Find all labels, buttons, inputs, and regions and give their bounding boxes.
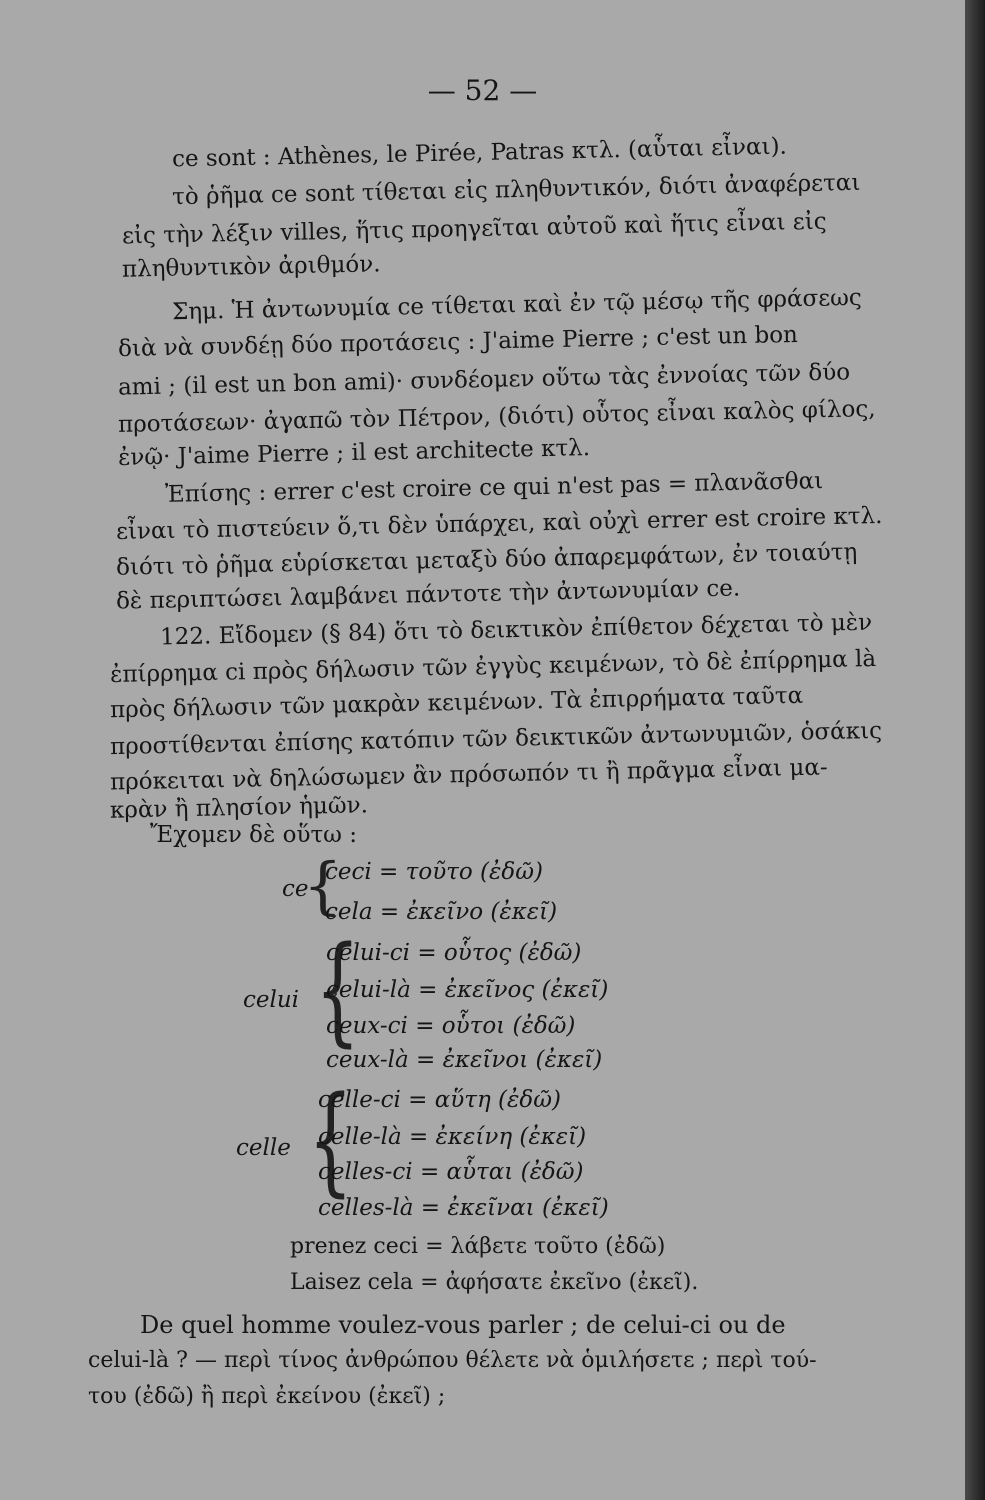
text-line: πρόκειται νὰ δηλώσωμεν ἂν πρόσωπόν τι ἢ πρᾶγμα εἶναι μα- [109, 754, 828, 796]
group-label-celui: celui [243, 987, 300, 1013]
text-line: Σημ. Ἡ ἀντωνυμία ce τίθεται καὶ ἐν τῷ μέσῳ τῆς φράσεως [171, 284, 863, 326]
page-number: — 52 — [427, 74, 538, 107]
text-line: του (ἐδῶ) ἢ περὶ ἐκείνου (ἐκεῖ) ; [88, 1384, 446, 1409]
table-row: ceux-là = ἐκεῖνοι (ἐκεῖ) [326, 1047, 603, 1073]
text-line: κρὰν ἢ πλησίον ἡμῶν. [109, 792, 369, 824]
text-line: ce sont : Athènes, le Pirée, Patras κτλ. (αὗται εἶναι). [171, 133, 788, 173]
brace-celle: { [308, 1070, 354, 1208]
text-line: De quel homme voulez-vous parler ; de celui-ci ou de [140, 1311, 786, 1339]
text-line: διὰ νὰ συνδέῃ δύο προτάσεις : J'aime Pierre ; c'est un bon [117, 321, 799, 363]
brace-ce: { [303, 849, 343, 922]
example-line: Laisez cela = ἀφήσατε ἐκεῖνο (ἐκεῖ). [290, 1270, 699, 1295]
table-row: cela = ἐκεῖνο (ἐκεῖ) [325, 899, 558, 925]
text-line: celui-là ? — περὶ τίνος ἀνθρώπου θέλετε νὰ ὁμιλήσετε ; περὶ τού- [88, 1348, 817, 1373]
text-line: εἰς τὴν λέξιν villes, ἥτις προηγεῖται αὐτοῦ καὶ ἥτις εἶναι εἰς [121, 208, 827, 250]
brace-celui: { [315, 920, 361, 1058]
group-label-celle: celle [236, 1135, 291, 1161]
group-label-ce: ce [282, 876, 309, 902]
table-row: celle-ci = αὕτη (ἐδῶ) [318, 1087, 561, 1113]
example-line: prenez ceci = λάβετε τοῦτο (ἐδῶ) [290, 1234, 666, 1259]
text-line: δὲ περιπτώσει λαμβάνει πάντοτε τὴν ἀντωνυμίαν ce. [115, 575, 741, 615]
table-row: celle-là = ἐκείνη (ἐκεῖ) [318, 1124, 587, 1150]
text-line: τὸ ῥῆμα ce sont τίθεται εἰς πληθυντικόν, διότι ἀναφέρεται [171, 169, 861, 211]
text-line: πρὸς δήλωσιν τῶν μακρὰν κειμένων. Τὰ ἐπιρρήματα ταῦτα [109, 682, 804, 724]
table-row: celles-là = ἐκεῖναι (ἐκεῖ) [318, 1195, 609, 1221]
text-line: προτάσεων· ἀγαπῶ τὸν Πέτρον, (διότι) οὗτος εἶναι καλὸς φίλος, [117, 396, 876, 438]
text-line: Ἔχομεν δὲ οὕτω : [150, 822, 357, 848]
text-line: ami ; (il est un bon ami)· συνδέομεν οὕτω τὰς ἐννοίας τῶν δύο [117, 359, 851, 401]
table-row: celles-ci = αὗται (ἐδῶ) [318, 1159, 584, 1185]
text-line: 122. Εἴδομεν (§ 84) ὅτι τὸ δεικτικὸν ἐπίθετον δέχεται τὸ μὲν [159, 609, 873, 651]
table-row: ceci = τοῦτο (ἐδῶ) [325, 859, 543, 885]
text-line: ἐπίρρημα ci πρὸς δήλωσιν τῶν ἐγγὺς κειμένων, τὸ δὲ ἐπίρρημα là [109, 645, 877, 689]
text-line: διότι τὸ ῥῆμα εὑρίσκεται μεταξὺ δύο ἀπαρεμφάτων, ἐν τοιαύτῃ [115, 539, 858, 581]
text-line: Ἐπίσης : errer c'est croire ce qui n'est pas = πλανᾶσθαι [164, 468, 824, 508]
table-row: celui-là = ἐκεῖνος (ἐκεῖ) [326, 977, 609, 1003]
text-line: ἐνῷ· J'aime Pierre ; il est architecte κτλ. [117, 435, 591, 471]
page-edge-shadow [965, 0, 985, 1500]
table-row: ceux-ci = οὗτοι (ἐδῶ) [326, 1013, 576, 1039]
text-line: εἶναι τὸ πιστεύειν ὅ,τι δὲν ὑπάρχει, καὶ οὐχὶ errer est croire κτλ. [115, 502, 883, 546]
text-line: προστίθενται ἐπίσης κατόπιν τῶν δεικτικῶν ἀντωνυμιῶν, ὁσάκις [109, 717, 883, 761]
table-row: celui-ci = οὗτος (ἐδῶ) [326, 940, 582, 966]
text-line: πληθυντικὸν ἀριθμόν. [121, 251, 381, 283]
